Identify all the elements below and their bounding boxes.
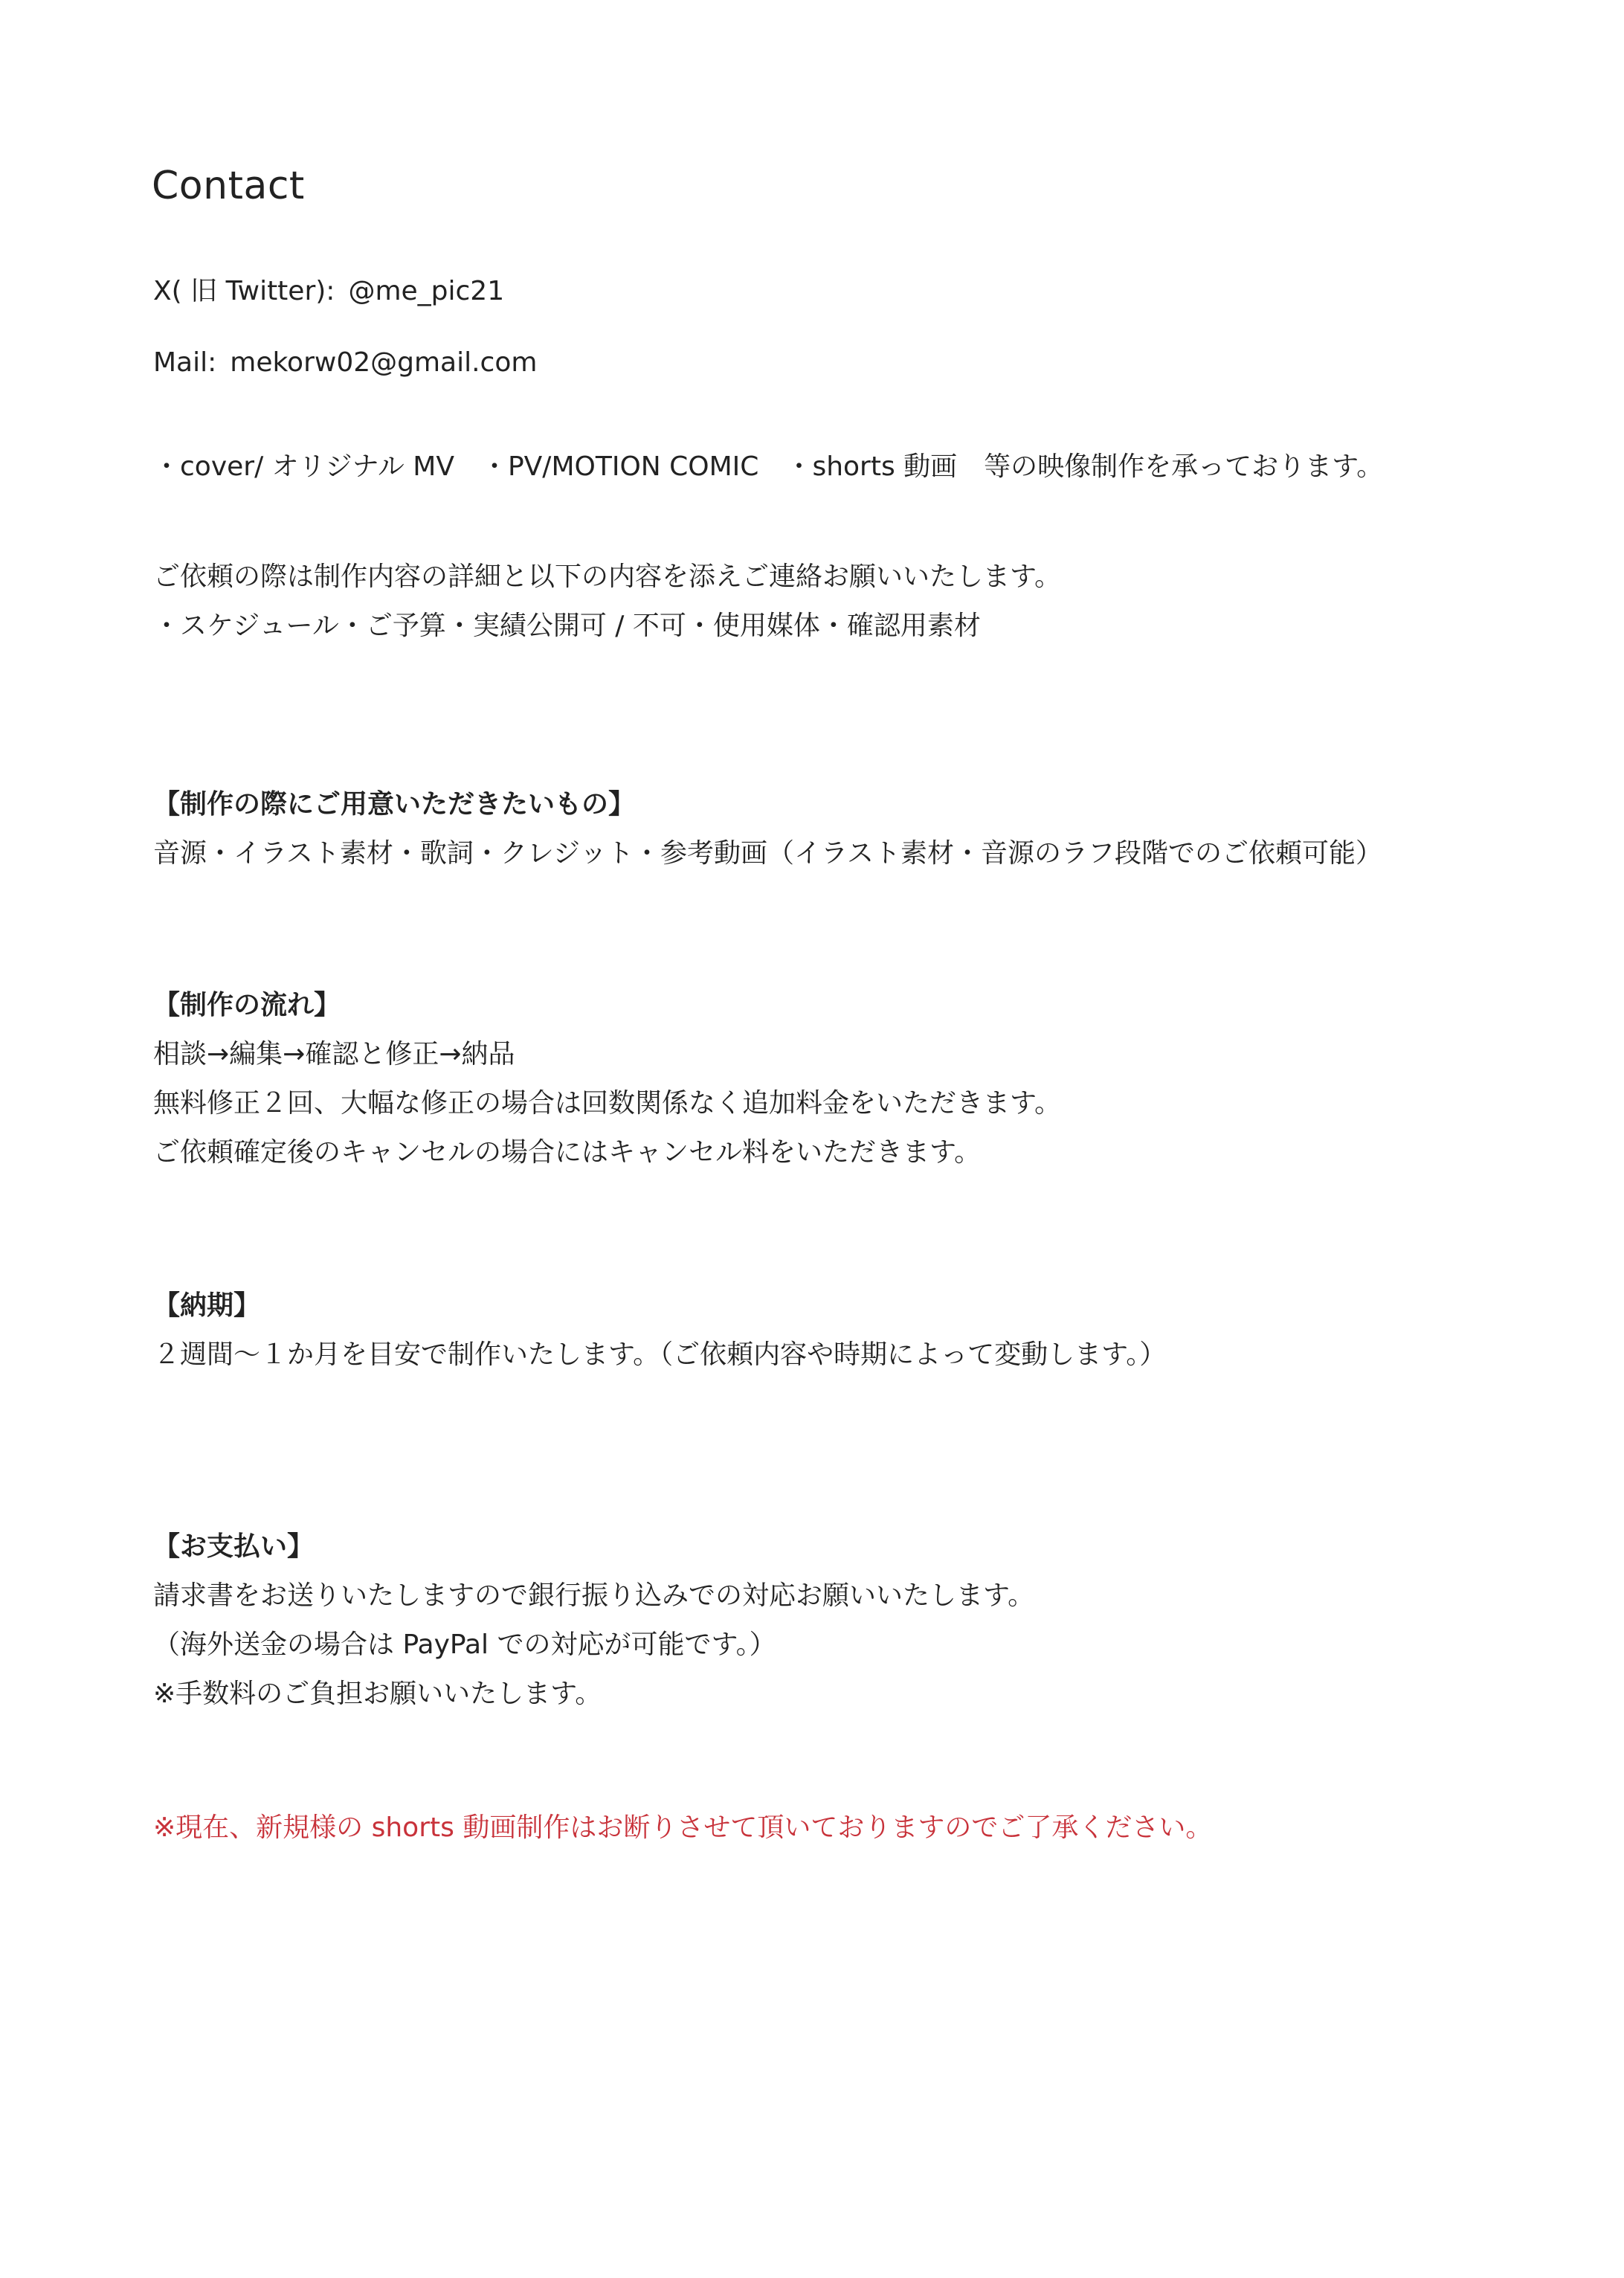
- x-contact-line: [153, 274, 504, 309]
- mail-label: Mail:: [153, 347, 217, 378]
- prepare-heading: 【制作の際にご用意いただきたいもの】: [153, 789, 636, 820]
- x-handle-link[interactable]: @me_pic21: [348, 276, 505, 306]
- request-text-1: ご依頼の際は制作内容の詳細と以下の内容を添えご連絡お願いいたします。: [153, 562, 1062, 592]
- flow-text-2: 無料修正２回、大幅な修正の場合は回数関係なく追加料金をいただきます。: [153, 1088, 1062, 1119]
- mail-address-link[interactable]: mekorw02@gmail.com: [230, 347, 538, 378]
- delivery-text: ２週間〜１か月を目安で制作いたします。（ご依頼内容や時期によって変動します。）: [153, 1339, 1167, 1370]
- flow-text-3: ご依頼確定後のキャンセルの場合にはキャンセル料をいただきます。: [153, 1137, 982, 1168]
- delivery-heading: 【納期】: [153, 1290, 261, 1321]
- payment-text-1: 請求書をお送りいたしますので銀行振り込みでの対応お願いいたします。: [153, 1580, 1035, 1611]
- flow-text-1: 相談→編集→確認と修正→納品: [153, 1039, 515, 1069]
- payment-text-3: ※手数料のご負担お願いいたします。: [153, 1679, 602, 1709]
- page-title: Contact: [152, 164, 305, 208]
- services-text: ・cover/ オリジナル MV ・PV/MOTION COMIC ・shorts 動画 等の映像制作を承っております。: [153, 451, 1384, 482]
- flow-heading: 【制作の流れ】: [153, 990, 341, 1020]
- notice-text: ※現在、新規様の shorts 動画制作はお断りさせて頂いておりますのでご了承ください。: [153, 1812, 1213, 1843]
- prepare-text: 音源・イラスト素材・歌詞・クレジット・参考動画（イラスト素材・音源のラフ段階でのご依頼可能）: [153, 838, 1382, 869]
- mail-contact-line: [153, 345, 537, 381]
- payment-heading: 【お支払い】: [153, 1531, 315, 1562]
- x-label: X( 旧 Twitter):: [153, 276, 335, 306]
- payment-text-2: （海外送金の場合は PayPal での対応が可能です。）: [153, 1629, 776, 1660]
- request-text-2: ・スケジュール・ご予算・実績公開可 / 不可・使用媒体・確認用素材: [153, 611, 981, 641]
